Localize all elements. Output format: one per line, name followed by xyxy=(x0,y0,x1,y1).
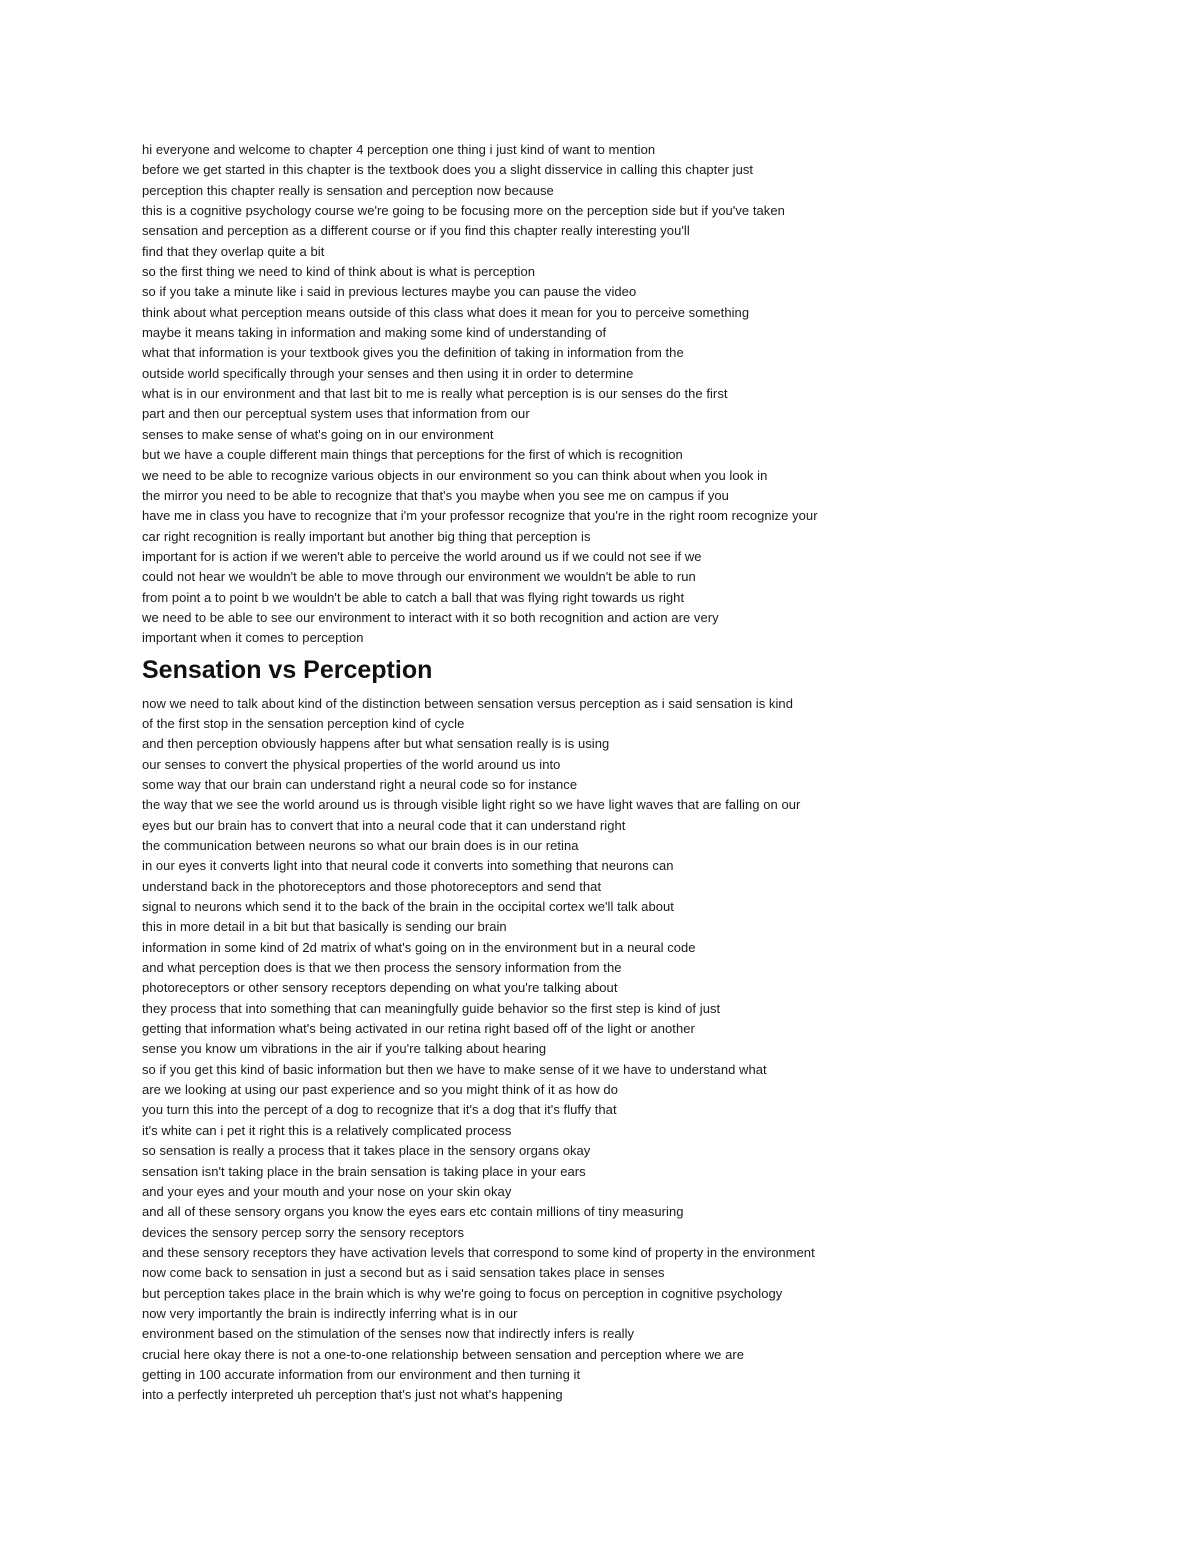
text-line: now very importantly the brain is indirectly inferring what is in our xyxy=(142,1305,518,1321)
text-line: signal to neurons which send it to the back of the brain in the occipital cortex we'll talk about xyxy=(142,899,674,915)
text-line: getting in 100 accurate information from our environment and then turning it xyxy=(142,1366,581,1382)
text-line: and all of these sensory organs you know the eyes ears etc contain millions of tiny measuring xyxy=(142,1204,684,1220)
text-line: and what perception does is that we then process the sensory information from the xyxy=(142,960,622,976)
text-line: part and then our perceptual system uses that information from our xyxy=(142,406,530,422)
text-line: and these sensory receptors they have activation levels that correspond to some kind of property in the environment xyxy=(142,1244,815,1260)
text-line: into a perfectly interpreted uh perception that's just not what's happening xyxy=(142,1387,563,1403)
text-line: it's white can i pet it right this is a relatively complicated process xyxy=(142,1122,512,1138)
text-line: but perception takes place in the brain which is why we're going to focus on perception in cognitive psychology xyxy=(142,1285,783,1301)
text-line: sensation and perception as a different course or if you find this chapter really interesting you'll xyxy=(142,223,690,239)
text-line: so the first thing we need to kind of think about is what is perception xyxy=(142,264,536,280)
text-line: now come back to sensation in just a second but as i said sensation takes place in senses xyxy=(142,1265,665,1281)
text-line: sensation isn't taking place in the brain sensation is taking place in your ears xyxy=(142,1163,586,1179)
text-line: think about what perception means outside of this class what does it mean for you to perceive something xyxy=(142,304,750,320)
text-line: crucial here okay there is not a one-to-one relationship between sensation and perception where we are xyxy=(142,1346,745,1362)
text-line: hi everyone and welcome to chapter 4 perception one thing i just kind of want to mention xyxy=(142,142,656,157)
text-line: the communication between neurons so what our brain does is in our retina xyxy=(142,838,579,853)
text-line: we need to be able to recognize various objects in our environment so you can think about when you look in xyxy=(142,467,768,483)
text-line: information in some kind of 2d matrix of what's going on in the environment but in a neural code xyxy=(142,939,696,955)
text-line: they process that into something that can meaningfully guide behavior so the first step is kind of just xyxy=(142,1000,721,1016)
text-line: are we looking at using our past experience and so you might think of it as how do xyxy=(142,1082,618,1098)
text-line: in our eyes it converts light into that neural code it converts into something that neurons can xyxy=(142,858,674,874)
text-line: could not hear we wouldn't be able to move through our environment we wouldn't be able to run xyxy=(142,569,696,585)
text-line: you turn this into the percept of a dog to recognize that it's a dog that it's fluffy that xyxy=(142,1102,617,1118)
text-line: but we have a couple different main things that perceptions for the first of which is recognition xyxy=(142,447,683,463)
section-paragraph xyxy=(142,694,1042,1406)
text-line: photoreceptors or other sensory receptors depending on what you're talking about xyxy=(142,980,618,996)
text-line: sense you know um vibrations in the air if you're talking about hearing xyxy=(142,1041,547,1057)
text-line: devices the sensory percep sorry the sensory receptors xyxy=(142,1224,465,1240)
text-line: before we get started in this chapter is the textbook does you a slight disservice in calling this chapter just xyxy=(142,162,754,178)
text-line: this is a cognitive psychology course we're going to be focusing more on the perception side but if you've taken xyxy=(142,203,785,219)
text-line: so if you get this kind of basic information but then we have to make sense of it we have to understand what xyxy=(142,1061,767,1077)
text-line: so sensation is really a process that it takes place in the sensory organs okay xyxy=(142,1143,591,1159)
text-line: this in more detail in a bit but that basically is sending our brain xyxy=(142,919,507,935)
section-heading: Sensation vs Perception xyxy=(142,655,433,684)
text-line: car right recognition is really important but another big thing that perception is xyxy=(142,528,591,544)
text-line: the mirror you need to be able to recognize that that's you maybe when you see me on campus if you xyxy=(142,487,729,503)
text-line: our senses to convert the physical properties of the world around us into xyxy=(142,756,561,772)
text-line: getting that information what's being activated in our retina right based off of the light or another xyxy=(142,1021,695,1037)
text-line: senses to make sense of what's going on in our environment xyxy=(142,426,494,442)
text-line: maybe it means taking in information and making some kind of understanding of xyxy=(142,325,607,341)
text-line: from point a to point b we wouldn't be able to catch a ball that was flying right towards us right xyxy=(142,589,685,605)
text-line: we need to be able to see our environment to interact with it so both recognition and action are very xyxy=(142,609,719,625)
text-line: perception this chapter really is sensation and perception now because xyxy=(142,182,554,198)
text-line: environment based on the stimulation of the senses now that indirectly infers is really xyxy=(142,1326,635,1342)
intro-paragraph xyxy=(142,140,1042,649)
text-line: some way that our brain can understand right a neural code so for instance xyxy=(142,776,578,792)
text-line: the way that we see the world around us is through visible light right so we have light waves that are falling on our xyxy=(142,797,801,813)
text-line: so if you take a minute like i said in previous lectures maybe you can pause the video xyxy=(142,284,637,300)
text-line: find that they overlap quite a bit xyxy=(142,243,325,259)
text-line: and your eyes and your mouth and your nose on your skin okay xyxy=(142,1183,512,1199)
text-line: important for is action if we weren't able to perceive the world around us if we could not see if we xyxy=(142,548,702,564)
text-line: have me in class you have to recognize that i'm your professor recognize that you're in the right room recognize your xyxy=(142,508,818,524)
text-line: eyes but our brain has to convert that into a neural code that it can understand right xyxy=(142,817,626,833)
text-line: what is in our environment and that last bit to me is really what perception is is our senses do the first xyxy=(142,386,728,402)
text-line: outside world specifically through your senses and then using it in order to determine xyxy=(142,365,634,381)
text-line: understand back in the photoreceptors and those photoreceptors and send that xyxy=(142,878,602,894)
text-line: important when it comes to perception xyxy=(142,630,364,646)
text-line: and then perception obviously happens after but what sensation really is is using xyxy=(142,736,610,752)
text-line: now we need to talk about kind of the distinction between sensation versus perception as i said sensation is kind xyxy=(142,695,793,711)
text-line: what that information is your textbook gives you the definition of taking in information from the xyxy=(142,345,684,361)
document-page xyxy=(142,140,1042,1406)
text-line: of the first stop in the sensation perception kind of cycle xyxy=(142,715,465,731)
